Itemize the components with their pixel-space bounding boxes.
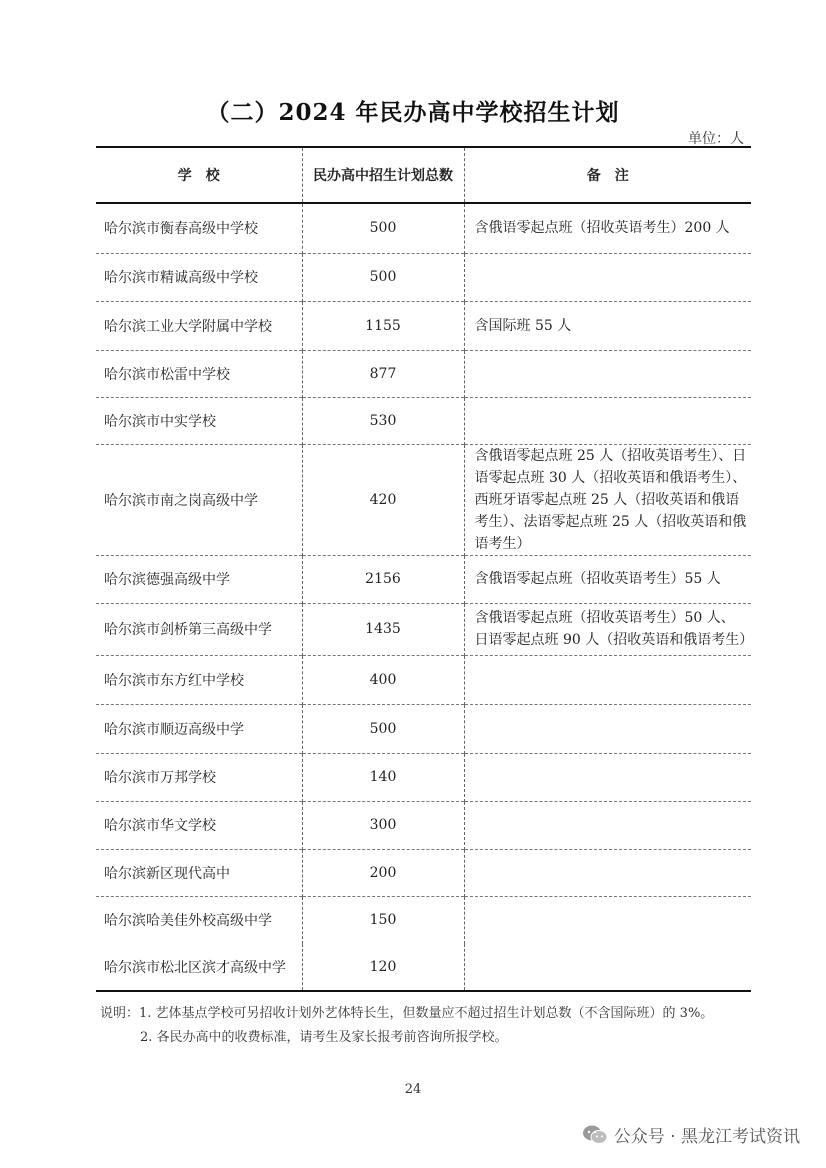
remark: 含国际班 55 人 xyxy=(474,317,572,334)
table-row xyxy=(96,753,751,801)
table-row xyxy=(96,896,751,944)
remark: 含俄语零起点班（招收英语考生）200 人 xyxy=(474,220,730,237)
remark: 含俄语零起点班 25 人（招收英语考生）、日语零起点班 30 人（招收英语和俄语考生）、西班牙语零起点班 25 人（招收英语和俄语考生）、法语零起点班 25 人（招收英语和俄语考生） xyxy=(474,447,747,552)
table-row xyxy=(96,301,751,350)
table-row xyxy=(96,253,751,301)
remark xyxy=(464,350,751,397)
school-name: 哈尔滨新区现代高中 xyxy=(96,849,302,896)
school-name: 哈尔滨市东方红中学校 xyxy=(96,655,302,704)
school-name: 哈尔滨市华文学校 xyxy=(96,801,302,849)
plan-total: 530 xyxy=(302,397,464,444)
footnote-2: 2. 各民办高中的收费标准，请考生及家长报考前咨询所报学校。 xyxy=(140,1030,508,1045)
table-row xyxy=(96,203,751,253)
table-header-row xyxy=(96,147,751,203)
footnote-1: 说明：1. 艺体基点学校可另招收计划外艺体特长生，但数量应不超过招生计划总数（不含国际班）的 3%。 xyxy=(100,1006,714,1021)
school-name: 哈尔滨市南之岗高级中学 xyxy=(96,444,302,555)
school-name: 哈尔滨德强高级中学 xyxy=(96,555,302,603)
remark xyxy=(464,397,751,444)
school-name: 哈尔滨市顺迈高级中学 xyxy=(96,704,302,753)
remark xyxy=(464,253,751,301)
school-name: 哈尔滨工业大学附属中学校 xyxy=(96,301,302,350)
table-row xyxy=(96,655,751,704)
table-row xyxy=(96,849,751,896)
unit-label: 单位：人 xyxy=(688,131,744,147)
plan-total: 500 xyxy=(302,203,464,253)
plan-total: 140 xyxy=(302,753,464,801)
plan-total: 1435 xyxy=(302,603,464,655)
table-row xyxy=(96,801,751,849)
school-name: 哈尔滨市松雷中学校 xyxy=(96,350,302,397)
table-row xyxy=(96,944,751,991)
remark: 含俄语零起点班（招收英语考生）55 人 xyxy=(474,571,721,587)
school-name: 哈尔滨市中实学校 xyxy=(96,397,302,444)
header-school: 学 校 xyxy=(96,147,302,203)
plan-total: 300 xyxy=(302,801,464,849)
plan-total: 400 xyxy=(302,655,464,704)
page-number: 24 xyxy=(404,1082,422,1097)
remark xyxy=(464,944,751,991)
table-row xyxy=(96,444,751,555)
page-title: （二）2024 年民办高中学校招生计划 xyxy=(206,99,620,126)
table-row xyxy=(96,397,751,444)
school-name: 哈尔滨市精诚高级中学校 xyxy=(96,253,302,301)
school-name: 哈尔滨市衡春高级中学校 xyxy=(96,203,302,253)
remark xyxy=(464,896,751,944)
footnotes xyxy=(100,1002,713,1050)
remark xyxy=(464,655,751,704)
wechat-icon xyxy=(582,1124,608,1146)
table-row xyxy=(96,350,751,397)
plan-total: 500 xyxy=(302,704,464,753)
school-name: 哈尔滨市剑桥第三高级中学 xyxy=(96,603,302,655)
remark xyxy=(464,704,751,753)
plan-total: 420 xyxy=(302,444,464,555)
remark xyxy=(464,753,751,801)
header-total: 民办高中招生计划总数 xyxy=(302,147,464,203)
school-name: 哈尔滨哈美佳外校高级中学 xyxy=(96,896,302,944)
plan-total: 877 xyxy=(302,350,464,397)
plan-total: 1155 xyxy=(302,301,464,350)
watermark xyxy=(582,1122,800,1147)
remark xyxy=(464,801,751,849)
table-row xyxy=(96,603,751,655)
enrollment-table xyxy=(96,146,754,992)
school-name: 哈尔滨市松北区滨才高级中学 xyxy=(96,944,302,991)
remark xyxy=(464,849,751,896)
plan-total: 120 xyxy=(302,944,464,991)
remark: 含俄语零起点班（招收英语考生）50 人、日语零起点班 90 人（招收英语和俄语考生） xyxy=(474,610,754,648)
table-row xyxy=(96,555,751,603)
header-note: 备 注 xyxy=(464,147,751,203)
table-row xyxy=(96,704,751,753)
plan-total: 150 xyxy=(302,896,464,944)
plan-total: 2156 xyxy=(302,555,464,603)
school-name: 哈尔滨市万邦学校 xyxy=(96,753,302,801)
plan-total: 500 xyxy=(302,253,464,301)
plan-total: 200 xyxy=(302,849,464,896)
watermark-text: 公众号 · 黑龙江考试资讯 xyxy=(613,1127,800,1147)
